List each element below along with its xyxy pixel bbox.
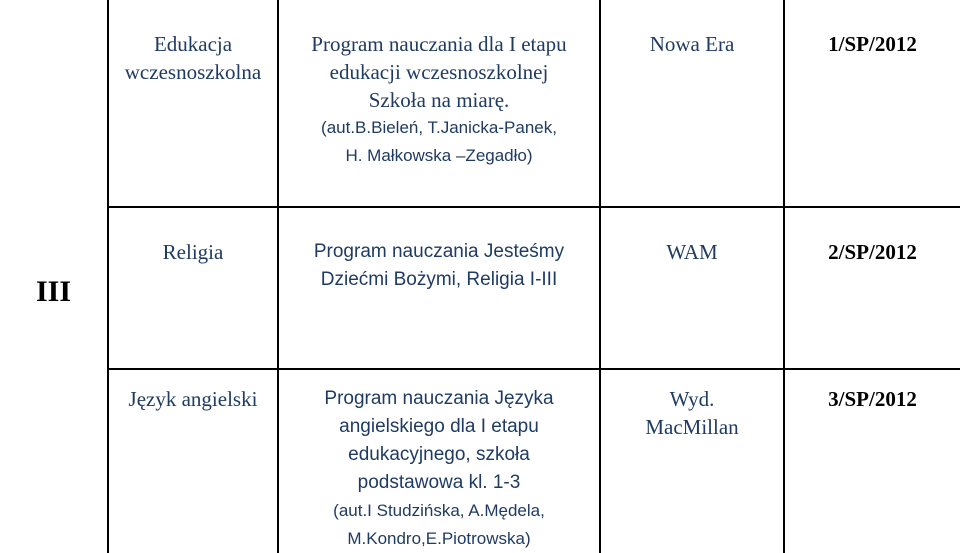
subject-cell <box>108 369 278 553</box>
subject-line: Religia <box>162 240 224 264</box>
publisher-line: Wyd. <box>669 387 715 411</box>
subject-cell <box>108 207 278 369</box>
grade-label: III <box>35 274 72 308</box>
number-cell <box>784 207 960 369</box>
program-line: edukacji wczesnoszkolnej <box>329 60 549 84</box>
publisher-line: WAM <box>666 240 718 264</box>
publisher-cell <box>600 369 784 553</box>
program-author-line: (aut.I Studzińska, A.Mędela, <box>333 501 545 520</box>
program-line: edukacyjnego, szkoła <box>348 444 530 465</box>
publisher-cell <box>600 207 784 369</box>
publisher-cell <box>600 0 784 207</box>
publisher-line: Nowa Era <box>649 32 735 56</box>
program-line: Szkoła na miarę. <box>368 88 510 112</box>
subject-line: Edukacja <box>153 32 233 56</box>
program-line: Dziećmi Bożymi, Religia I-III <box>320 269 558 290</box>
table-row <box>0 369 960 553</box>
program-author-line: M.Kondro,E.Piotrowska) <box>347 529 531 548</box>
program-cell <box>278 207 600 369</box>
subject-cell <box>108 0 278 207</box>
approval-number: 1/SP/2012 <box>828 32 917 56</box>
program-author-line: H. Małkowska –Zegadło) <box>345 146 533 165</box>
approval-number: 3/SP/2012 <box>828 387 917 411</box>
approval-number: 2/SP/2012 <box>828 240 917 264</box>
program-line: angielskiego dla I etapu <box>339 416 539 437</box>
publisher-line: MacMillan <box>645 415 739 439</box>
table-row <box>0 0 960 207</box>
program-author-line: (aut.B.Bieleń, T.Janicka-Panek, <box>321 118 557 137</box>
grade-cell <box>0 0 108 553</box>
program-line: Program nauczania Języka <box>324 388 554 409</box>
program-cell <box>278 0 600 207</box>
number-cell <box>784 369 960 553</box>
program-line: Program nauczania dla I etapu <box>311 32 567 56</box>
program-line: podstawowa kl. 1-3 <box>357 472 521 493</box>
number-cell <box>784 0 960 207</box>
table-row <box>0 207 960 369</box>
program-line: Program nauczania Jesteśmy <box>313 241 565 262</box>
program-cell <box>278 369 600 553</box>
subject-line: Język angielski <box>128 387 258 411</box>
subject-line: wczesnoszkolna <box>124 60 262 84</box>
